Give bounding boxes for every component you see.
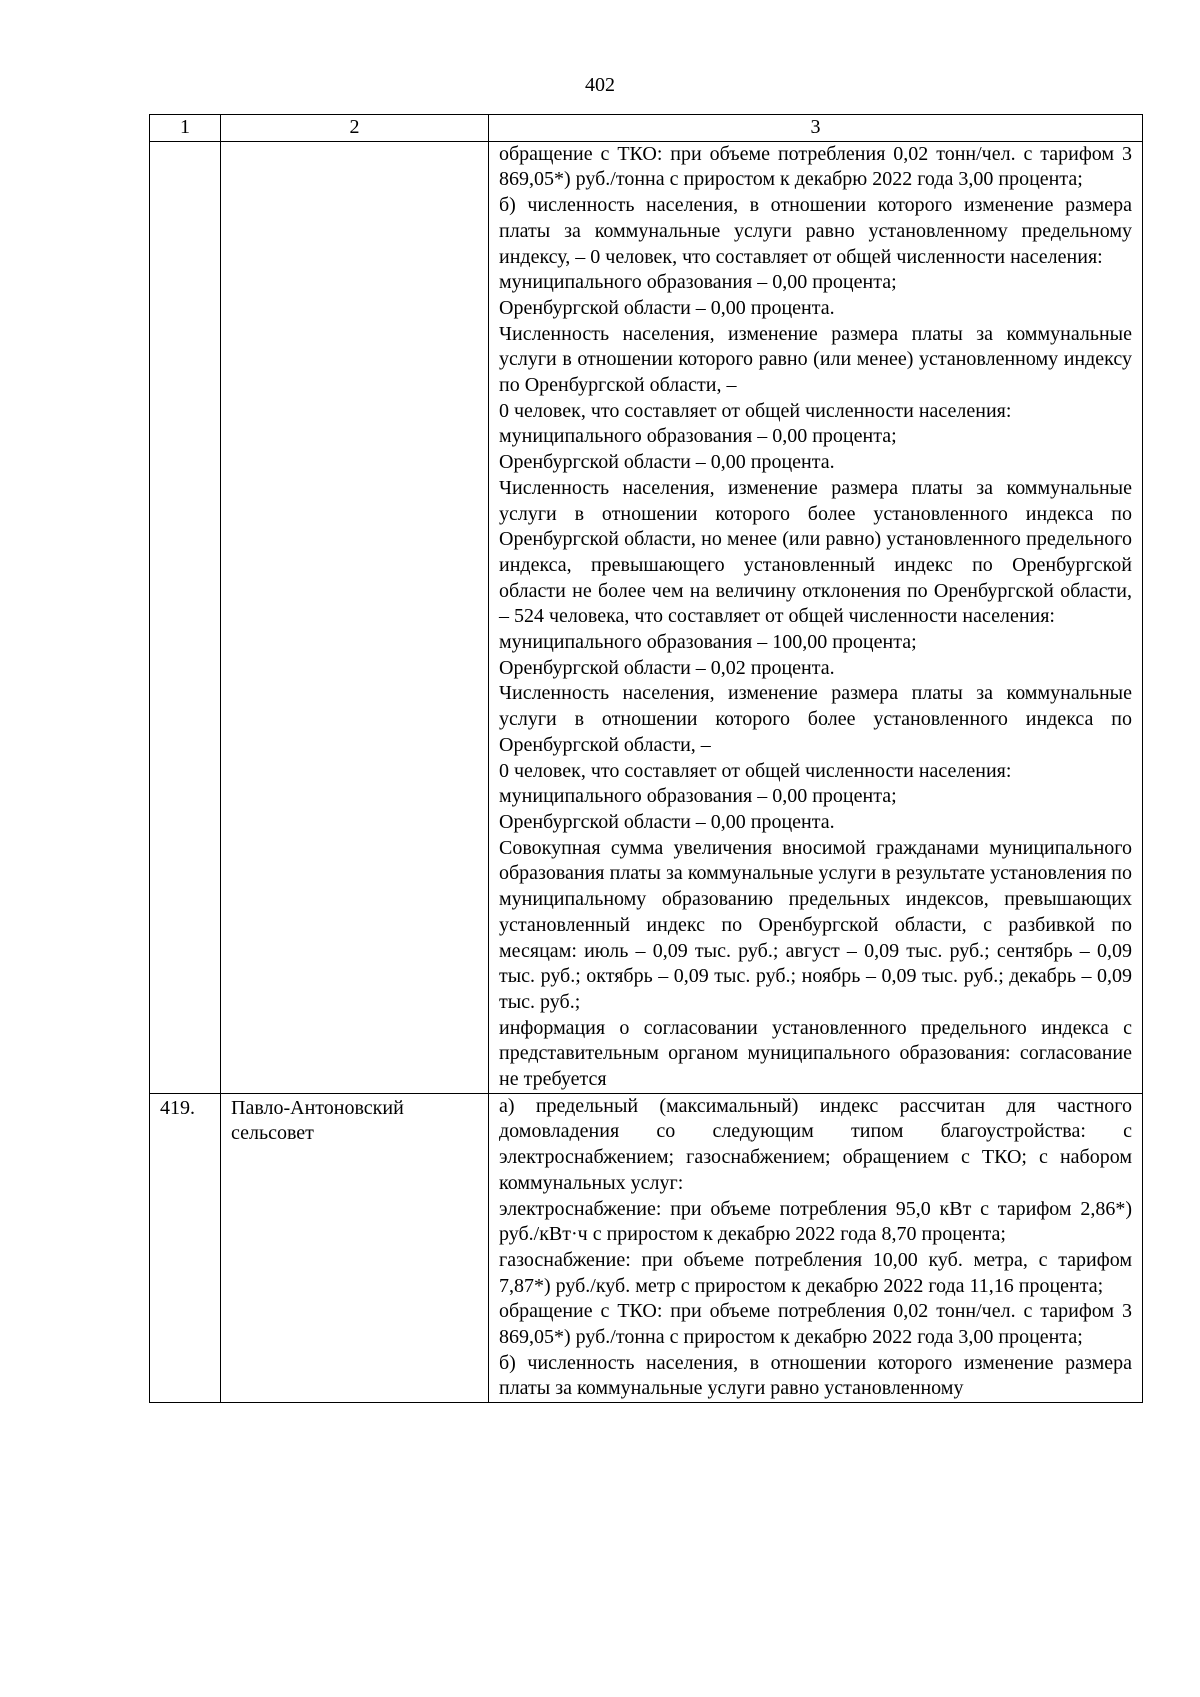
table-row-continued xyxy=(150,141,1143,1093)
paragraph: Совокупная сумма увеличения вносимой гражданами муниципального образования платы за коммунальные услуги в результате установления по муниципальному образованию предельных индексов, превышающих установленный индекс по Оренбургской области, с разбивкой по месяцам: июль – 0,09 тыс. руб.; август – 0,09 тыс. руб.; сентябрь – 0,09 тыс. руб.; октябрь – 0,09 тыс. руб.; ноябрь – 0,09 тыс. руб.; декабрь – 0,09 тыс. руб.; xyxy=(499,836,1132,1013)
paragraph: б) численность населения, в отношении которого изменение размера платы за коммунальные услуги равно установленному предельному индексу, – 0 человек, что составляет от общей численности населения: xyxy=(499,194,1132,268)
paragraph: муниципального образования – 0,00 процента; xyxy=(499,425,897,448)
paragraph: Оренбургской области – 0,02 процента. xyxy=(499,656,835,679)
column-header-2: 2 xyxy=(221,115,489,142)
municipality-name-line: Павло-Антоновский xyxy=(231,1096,404,1119)
paragraph: муниципального образования – 100,00 процента; xyxy=(499,631,917,654)
column-header-1: 1 xyxy=(150,115,221,142)
municipality-name-line: сельсовет xyxy=(231,1122,314,1145)
paragraph: газоснабжение: при объеме потребления 10,00 куб. метра, с тарифом 7,87*) руб./куб. метр с приростом к декабрю 2022 года 11,16 процента; xyxy=(499,1248,1132,1297)
paragraph: муниципального образования – 0,00 процента; xyxy=(499,785,897,808)
page-number: 402 xyxy=(585,74,615,96)
row-number: 419. xyxy=(150,1093,221,1402)
paragraph: электроснабжение: при объеме потребления 95,0 кВт с тарифом 2,86*) руб./кВт·ч с приростом к декабрю 2022 года 8,70 процента; xyxy=(499,1197,1132,1246)
index-table xyxy=(149,114,1143,1403)
municipality-name xyxy=(221,1093,489,1402)
paragraph: 0 человек, что составляет от общей численности населения: xyxy=(499,399,1012,422)
row-text-cell xyxy=(489,141,1143,1093)
paragraph: муниципального образования – 0,00 процента; xyxy=(499,271,897,294)
paragraph: а) предельный (максимальный) индекс рассчитан для частного домовладения со следующим типом благоустройства: с электроснабжением; газоснабжением; обращением с ТКО; с набором коммунальных услуг: xyxy=(499,1094,1132,1194)
paragraph: Оренбургской области – 0,00 процента. xyxy=(499,451,835,474)
paragraph: б) численность населения, в отношении которого изменение размера платы за коммунальные услуги равно установленному xyxy=(499,1351,1132,1400)
paragraph: Численность населения, изменение размера платы за коммунальные услуги в отношении которого более установленного индекса по Оренбургской области, но менее (или равно) установленного предельного индекса, превышающего установленный индекс по Оренбургской области не более чем на величину отклонения по Оренбургской области, – 524 человека, что составляет от общей численности населения: xyxy=(499,476,1132,628)
paragraph: Численность населения, изменение размера платы за коммунальные услуги в отношении которого более установленного индекса по Оренбургской области, – xyxy=(499,682,1132,756)
row-text-cell xyxy=(489,1093,1143,1402)
paragraph: обращение с ТКО: при объеме потребления 0,02 тонн/чел. с тарифом 3 869,05*) руб./тонна с приростом к декабрю 2022 года 3,00 процента; xyxy=(499,142,1132,191)
paragraph: Численность населения, изменение размера платы за коммунальные услуги в отношении которого равно (или менее) установленному индексу по Оренбургской области, – xyxy=(499,322,1132,397)
paragraph: обращение с ТКО: при объеме потребления 0,02 тонн/чел. с тарифом 3 869,05*) руб./тонна с приростом к декабрю 2022 года 3,00 процента; xyxy=(499,1300,1132,1349)
column-header-3: 3 xyxy=(489,115,1143,142)
paragraph: информация о согласовании установленного предельного индекса с представительным органом муниципального образования: согласование не требуется xyxy=(499,1016,1132,1091)
row-name-cell-empty xyxy=(221,141,489,1093)
paragraph: 0 человек, что составляет от общей численности населения: xyxy=(499,759,1012,782)
table-row-419 xyxy=(150,1093,1143,1402)
paragraph: Оренбургской области – 0,00 процента. xyxy=(499,810,835,833)
paragraph: Оренбургской области – 0,00 процента. xyxy=(499,296,835,319)
row-number-cell-empty xyxy=(150,141,221,1093)
table-header-row xyxy=(150,115,1143,142)
